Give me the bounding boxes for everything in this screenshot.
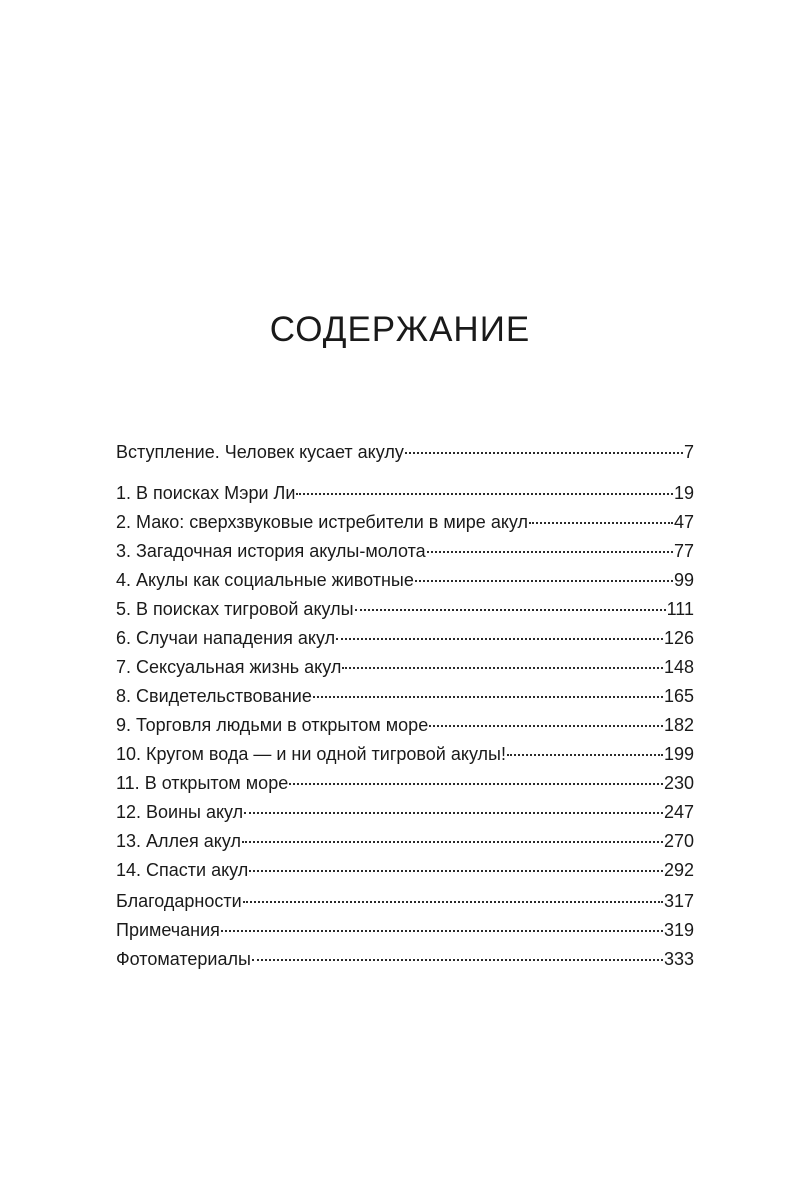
toc-entry-label: 10. Кругом вода — и ни одной тигровой акулы! — [116, 744, 506, 764]
dot-leader — [244, 811, 663, 814]
toc-entry-page: 333 — [663, 949, 694, 969]
toc-entry-intro[interactable] — [116, 438, 694, 467]
dot-leader — [242, 840, 663, 843]
toc-backmatter-section — [116, 887, 694, 974]
toc-entry-label: 11. В открытом море — [116, 773, 289, 793]
dot-leader — [296, 492, 673, 495]
toc-chapters-section — [116, 479, 694, 885]
dot-leader — [336, 637, 663, 640]
toc-entry-label: 7. Сексуальная жизнь акул — [116, 657, 342, 677]
toc-entry-page: 182 — [663, 715, 694, 735]
toc-entry-page: 247 — [663, 802, 694, 822]
toc-entry-page: 165 — [663, 686, 694, 706]
dot-leader — [221, 929, 663, 932]
dot-leader — [289, 782, 663, 785]
toc-entry-label: Вступление. Человек кусает акулу — [116, 442, 404, 462]
toc-entry-page: 99 — [673, 570, 694, 590]
toc-entry-label: 8. Свидетельствование — [116, 686, 312, 706]
toc-entry-label: Примечания — [116, 920, 220, 940]
toc-entry-label: 9. Торговля людьми в открытом море — [116, 715, 429, 735]
toc-entry-chapter-5[interactable] — [116, 595, 694, 624]
toc-entry-page: 19 — [673, 483, 694, 503]
dot-leader — [429, 724, 663, 727]
toc-entry-chapter-12[interactable] — [116, 798, 694, 827]
toc-entry-page: 77 — [673, 541, 694, 561]
toc-entry-page: 7 — [683, 442, 694, 462]
dot-leader — [243, 900, 663, 903]
toc-entry-label: Благодарности — [116, 891, 242, 911]
toc-entry-page: 292 — [663, 860, 694, 880]
toc-entry-label: 4. Акулы как социальные животные — [116, 570, 414, 590]
toc-entry-chapter-9[interactable] — [116, 711, 694, 740]
toc-entry-page: 111 — [666, 599, 694, 619]
toc-entry-chapter-4[interactable] — [116, 566, 694, 595]
toc-entry-chapter-14[interactable] — [116, 856, 694, 885]
toc-entry-chapter-7[interactable] — [116, 653, 694, 682]
dot-leader — [427, 550, 673, 553]
dot-leader — [355, 608, 666, 611]
toc-entry-label: 3. Загадочная история акулы-молота — [116, 541, 426, 561]
toc-entry-label: 13. Аллея акул — [116, 831, 241, 851]
toc-entry-acknowledgements[interactable] — [116, 887, 694, 916]
toc-intro-section — [116, 438, 694, 467]
toc-entry-label: 6. Случаи нападения акул — [116, 628, 336, 648]
toc-entry-photos[interactable] — [116, 945, 694, 974]
dot-leader — [415, 579, 673, 582]
toc-entry-page: 270 — [663, 831, 694, 851]
toc-entry-label: 1. В поисках Мэри Ли — [116, 483, 296, 503]
toc-entry-chapter-10[interactable] — [116, 740, 694, 769]
toc-entry-chapter-2[interactable] — [116, 508, 694, 537]
dot-leader — [249, 869, 663, 872]
toc-entry-chapter-11[interactable] — [116, 769, 694, 798]
toc-entry-label: 2. Мако: сверхзвуковые истребители в мире акул — [116, 512, 529, 532]
dot-leader — [313, 695, 663, 698]
toc-entry-label: Фотоматериалы — [116, 949, 251, 969]
toc-entry-chapter-3[interactable] — [116, 537, 694, 566]
toc-entry-chapter-6[interactable] — [116, 624, 694, 653]
toc-entry-page: 319 — [663, 920, 694, 940]
page-title: СОДЕРЖАНИЕ — [269, 310, 531, 349]
toc-entry-page: 47 — [673, 512, 694, 532]
toc-entry-page: 148 — [663, 657, 694, 677]
toc-entry-chapter-1[interactable] — [116, 479, 694, 508]
toc-entry-notes[interactable] — [116, 916, 694, 945]
toc-entry-page: 199 — [663, 744, 694, 764]
dot-leader — [342, 666, 663, 669]
dot-leader — [507, 753, 663, 756]
dot-leader — [405, 451, 683, 454]
toc-entry-chapter-8[interactable] — [116, 682, 694, 711]
toc-entry-label: 12. Воины акул — [116, 802, 244, 822]
toc-entry-page: 317 — [663, 891, 694, 911]
toc-entry-label: 5. В поисках тигровой акулы — [116, 599, 354, 619]
toc-entry-label: 14. Спасти акул — [116, 860, 249, 880]
toc-entry-page: 126 — [663, 628, 694, 648]
toc-entry-page: 230 — [663, 773, 694, 793]
dot-leader — [529, 521, 673, 524]
dot-leader — [252, 958, 663, 961]
toc-entry-chapter-13[interactable] — [116, 827, 694, 856]
